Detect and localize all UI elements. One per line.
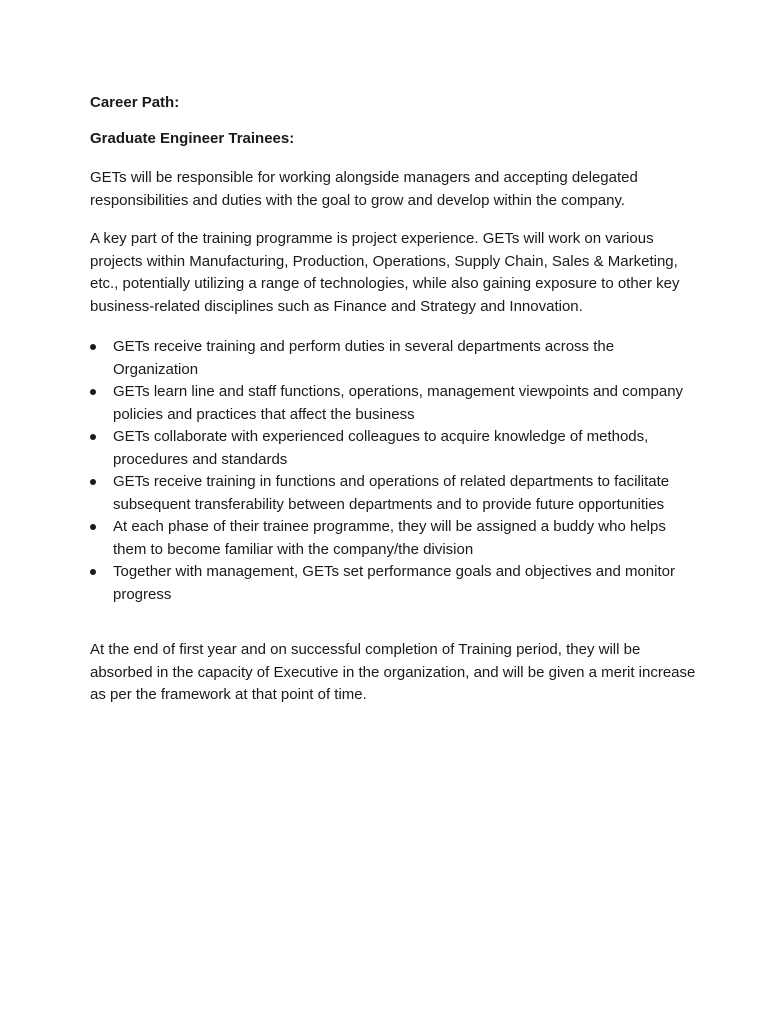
bullet-dot-icon [90, 524, 96, 530]
bullet-dot-icon [90, 479, 96, 485]
bullet-item [90, 381, 698, 426]
bullet-item [90, 336, 698, 381]
bullet-dot-icon [90, 344, 96, 350]
bullet-item [90, 471, 698, 516]
bullet-item [90, 516, 698, 561]
bullet-text: GETs learn line and staff functions, operations, management viewpoints and company policies and practices that affect the business [113, 383, 684, 423]
project-experience-paragraph: A key part of the training programme is project experience. GETs will work on various projects within Manufacturing, Production, Operations, Supply Chain, Sales & Marketing, etc., potentially utilizing a range of technologies, while also gaining exposure to other key business-related disciplines such as Finance and Strategy and Innovation. [90, 230, 680, 315]
bullet-text: GETs receive training and perform duties in several departments across the Organization [113, 338, 615, 378]
duties-bullet-list [90, 336, 698, 606]
heading-graduate-engineer-trainees: Graduate Engineer Trainees: [90, 130, 295, 147]
bullet-text: At each phase of their trainee programme, they will be assigned a buddy who helps them to become familiar with the company/the division [113, 518, 666, 558]
bullet-item [90, 426, 698, 471]
bullet-text: Together with management, GETs set performance goals and objectives and monitor progress [113, 563, 675, 603]
bullet-dot-icon [90, 389, 96, 395]
closing-paragraph: At the end of first year and on successful completion of Training period, they will be absorbed in the capacity of Executive in the organization, and will be given a merit increase as per the framework at that point of time. [90, 641, 696, 703]
bullet-dot-icon [90, 434, 96, 440]
heading-career-path: Career Path: [90, 94, 180, 111]
bullet-item [90, 561, 698, 606]
bullet-text: GETs collaborate with experienced colleagues to acquire knowledge of methods, procedures and standards [113, 428, 649, 468]
intro-paragraph: GETs will be responsible for working alongside managers and accepting delegated responsibilities and duties with the goal to grow and develop within the company. [90, 169, 638, 209]
bullet-text: GETs receive training in functions and operations of related departments to facilitate subsequent transferability between departments and to provide future opportunities [113, 473, 670, 513]
bullet-dot-icon [90, 569, 96, 575]
